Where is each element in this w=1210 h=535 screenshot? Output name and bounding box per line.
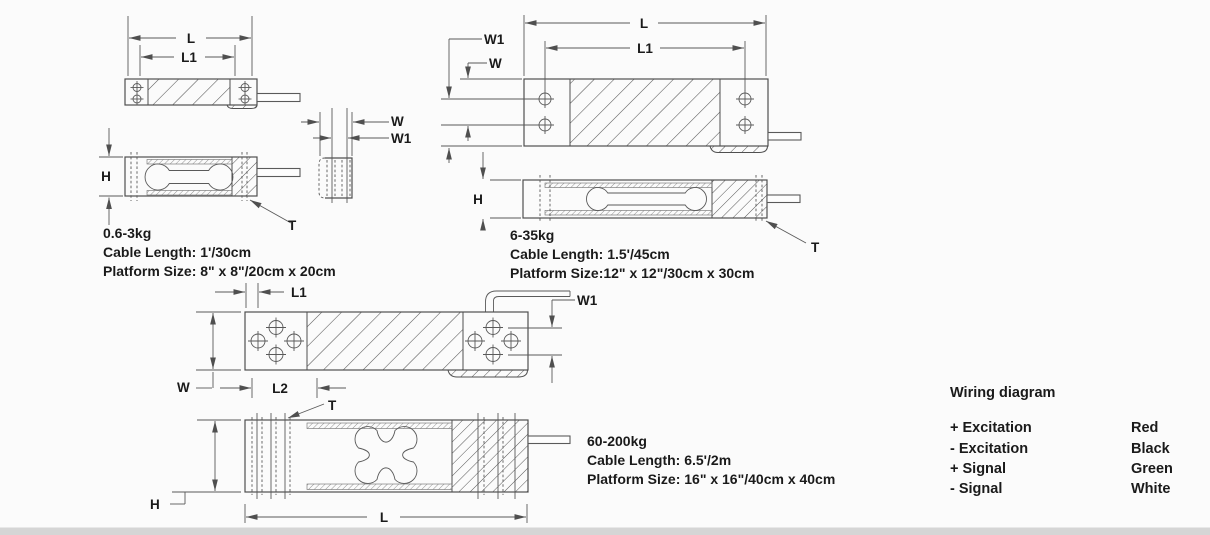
cable-stub — [528, 436, 570, 444]
dim-label-h: H — [473, 192, 483, 207]
dim-label-l1: L1 — [291, 285, 307, 300]
wiring-terminal: + Excitation — [950, 420, 1032, 436]
wiring-color: Black — [1131, 441, 1170, 457]
cable-stub — [767, 195, 800, 203]
dim-label-t: T — [811, 240, 820, 255]
bottom-page-strip — [0, 528, 1210, 535]
mounting-foot — [448, 370, 528, 377]
dim-label-l: L — [639, 16, 649, 31]
wiring-color: Green — [1131, 461, 1173, 477]
mounting-foot — [710, 146, 768, 153]
wiring-terminal: + Signal — [950, 461, 1007, 477]
wiring-terminal: - Excitation — [950, 441, 1029, 457]
wiring-title: Wiring diagram — [950, 385, 1056, 401]
cable-length-label: Cable Length: 1.5'/45cm — [510, 246, 670, 262]
dim-label-l1: L1 — [181, 50, 197, 65]
dim-label-h: H — [150, 497, 160, 512]
dim-label-w: W — [177, 380, 190, 395]
dim-label-l: L — [379, 510, 389, 525]
dim-label-w: W — [489, 56, 502, 71]
cable-length-label: Cable Length: 6.5'/2m — [587, 452, 732, 468]
capacity-label: 0.6-3kg — [103, 225, 152, 241]
capacity-label: 6-35kg — [510, 227, 555, 243]
wiring-terminal: - Signal — [950, 481, 1003, 497]
dim-label-h: H — [101, 169, 111, 184]
platform-size-label: Platform Size: 16" x 16"/40cm x 40cm — [587, 471, 836, 487]
dim-label-w1: W1 — [484, 32, 505, 47]
cable-stub — [768, 133, 801, 141]
dim-label-l2: L2 — [272, 381, 288, 396]
cable-stub — [257, 94, 300, 102]
dim-label-l1: L1 — [637, 41, 653, 56]
wiring-color: Red — [1131, 420, 1159, 436]
dim-label-t: T — [288, 218, 297, 233]
platform-size-label: Platform Size:12" x 12"/30cm x 30cm — [510, 265, 755, 281]
dim-label-l: L — [186, 31, 196, 46]
dim-label-w1: W1 — [577, 293, 598, 308]
wiring-color: White — [1131, 481, 1171, 497]
capacity-label: 60-200kg — [587, 433, 647, 449]
cable-stub — [257, 169, 300, 177]
dim-label-w: W — [391, 114, 404, 129]
mounting-foot — [227, 105, 257, 109]
platform-size-label: Platform Size: 8" x 8"/20cm x 20cm — [103, 263, 336, 279]
dim-label-t: T — [328, 398, 337, 413]
dim-label-w1: W1 — [391, 131, 412, 146]
cable-length-label: Cable Length: 1'/30cm — [103, 244, 252, 260]
